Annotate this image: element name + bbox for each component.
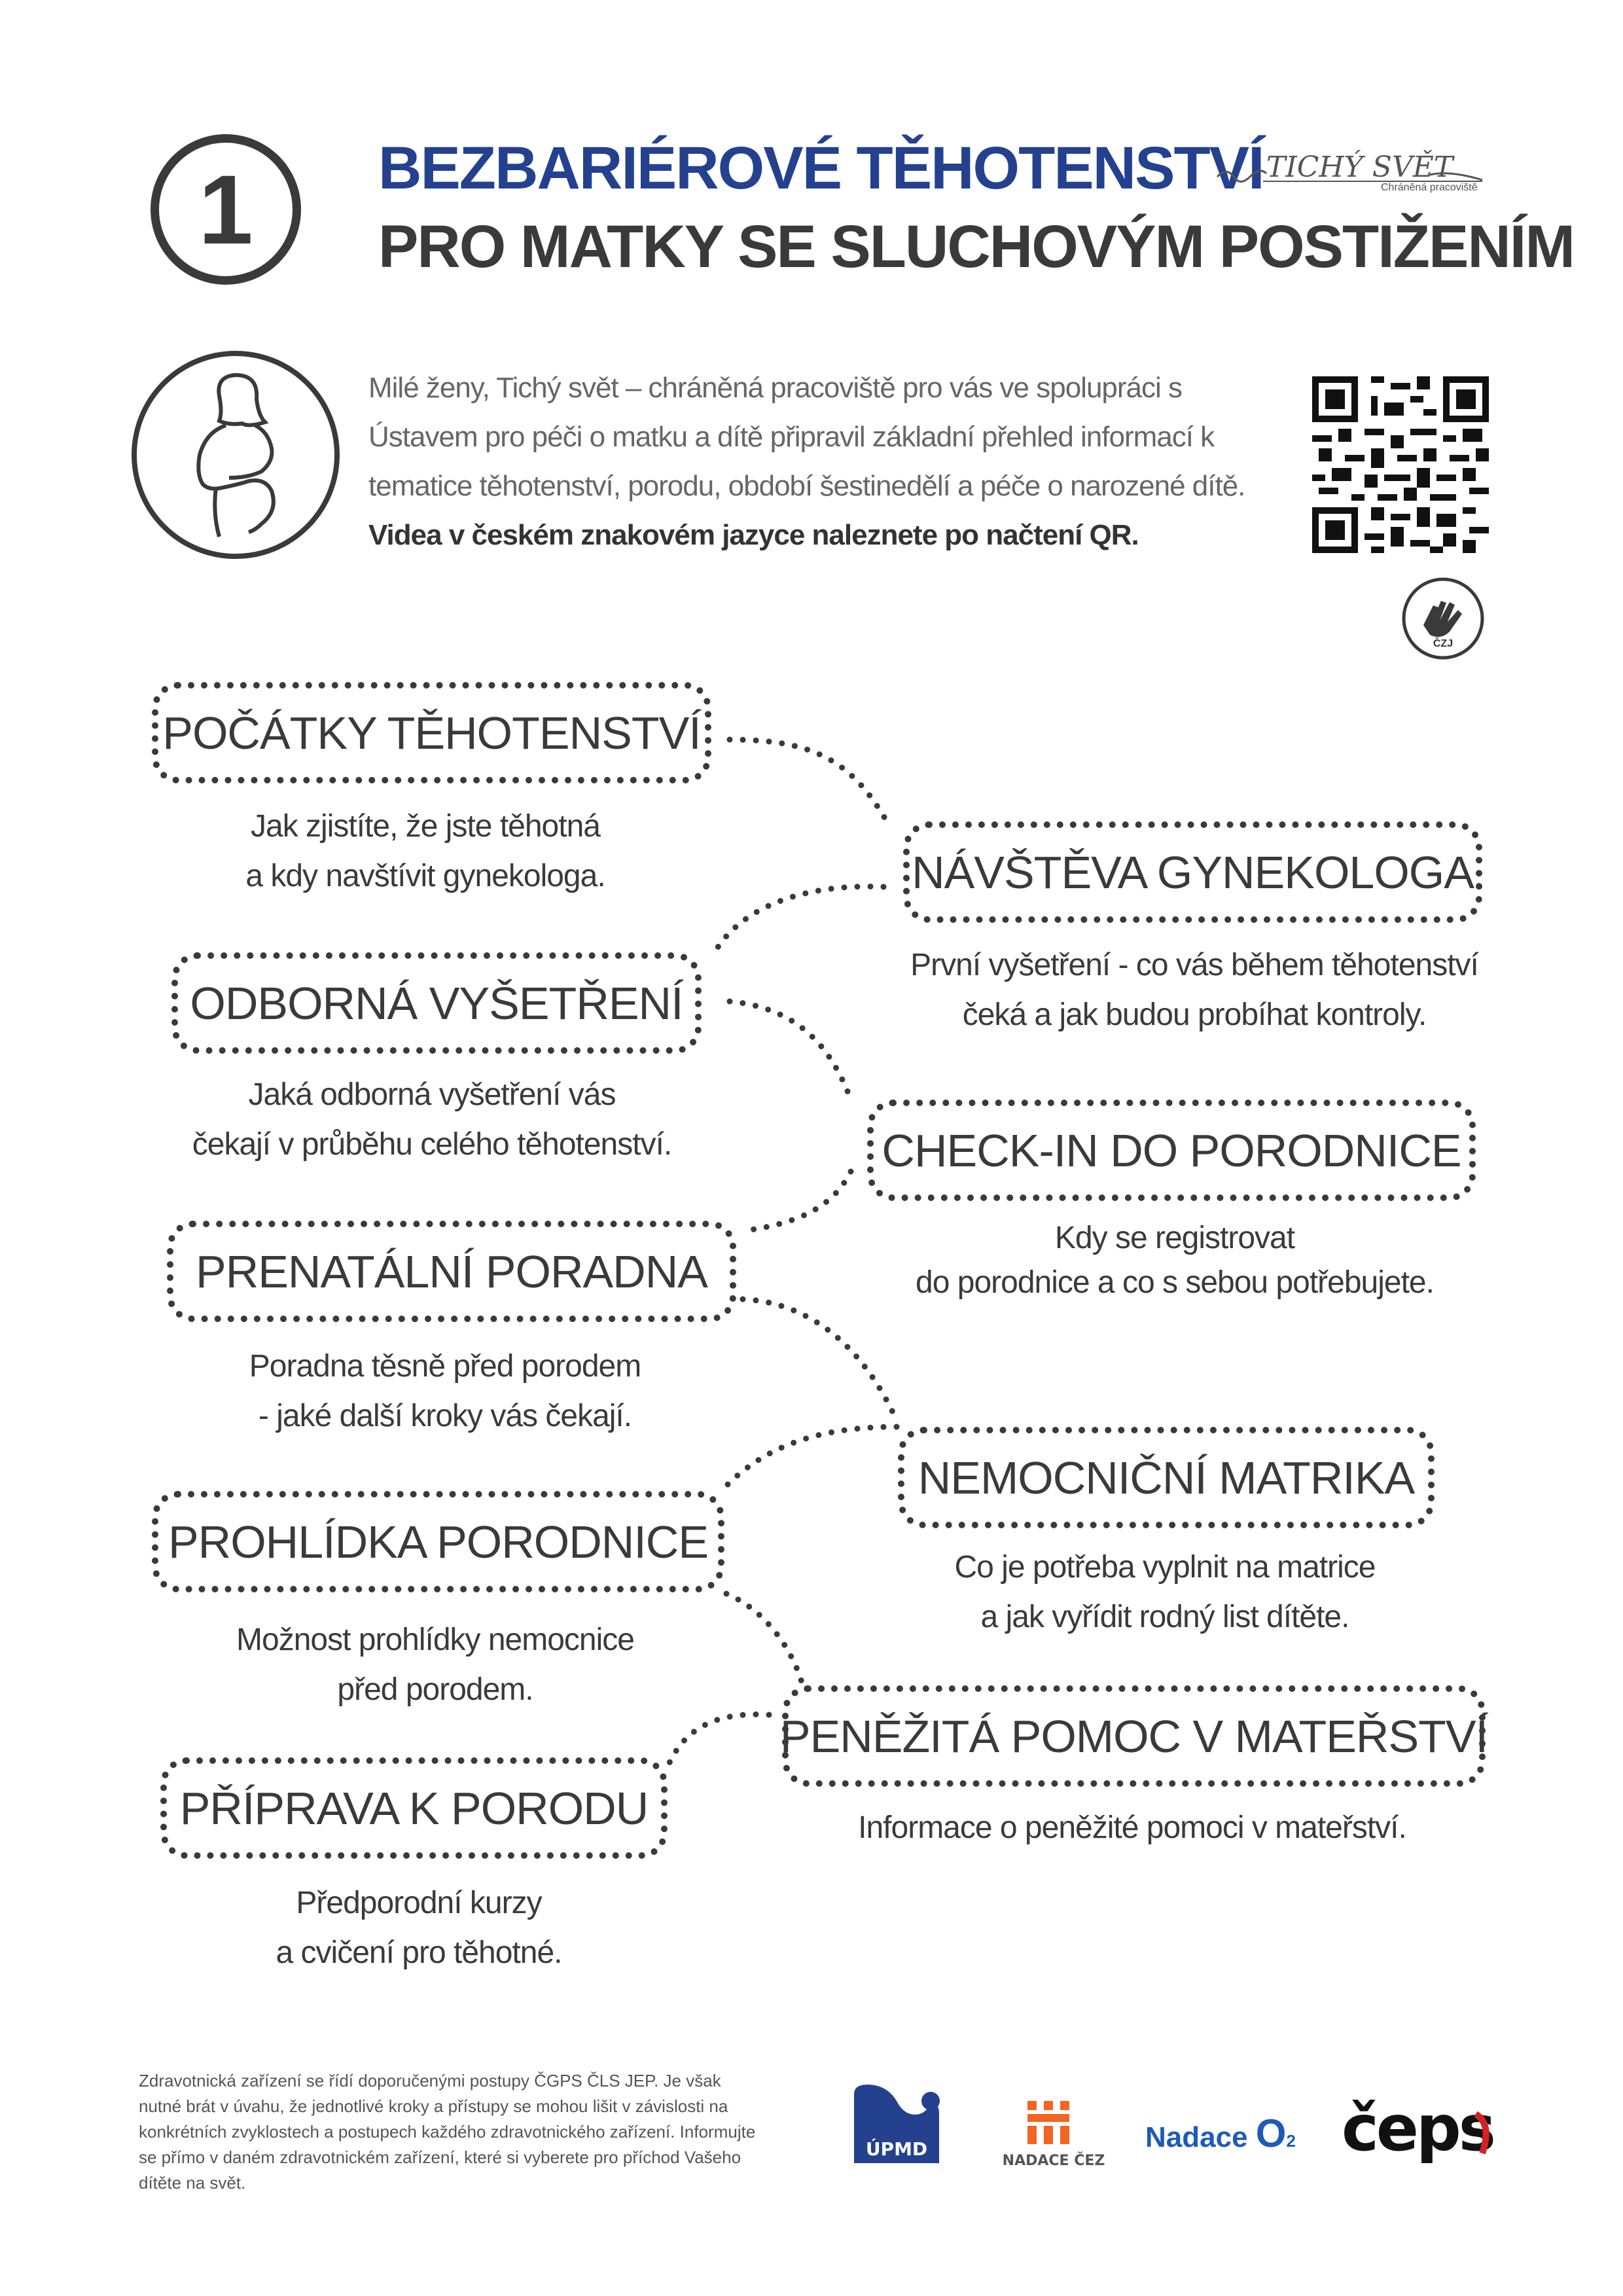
logo-name: TICHÝ SVĚT	[1266, 151, 1454, 184]
topic-desc-prohlidka-porodnice	[124, 1615, 746, 1715]
nadace-o2-logo	[1145, 2111, 1296, 2156]
topic-box-priprava-k-porodu	[160, 1757, 668, 1859]
topic-desc-line: Jaká odborná vyšetření vás	[248, 1077, 616, 1112]
step-number: 1	[198, 154, 253, 264]
topic-box-penezita-pomoc-v-materstvi	[779, 1685, 1488, 1787]
topic-title: PŘÍPRAVA K PORODU	[179, 1782, 649, 1834]
topic-box-pocatky-tehotenstvi	[152, 682, 711, 783]
topic-desc-line: Kdy se registrovat	[1054, 1221, 1295, 1255]
title-line-2: PRO MATKY SE SLUCHOVÝM POSTIŽENÍM	[378, 213, 1574, 280]
topic-desc-line: Informace o peněžité pomoci v mateřství.	[858, 1810, 1406, 1845]
topic-desc-line: Možnost prohlídky nemocnice	[236, 1623, 634, 1657]
topic-desc-check-in-do-porodnice	[844, 1216, 1505, 1305]
topic-title: CHECK-IN DO PORODNICE	[882, 1124, 1461, 1176]
topic-desc-line: čekají v průběhu celého těhotenství.	[192, 1127, 672, 1162]
topic-box-odborna-vysetreni	[171, 952, 702, 1054]
topic-title: ODBORNÁ VYŠETŘENÍ	[190, 977, 683, 1029]
o2-prefix: Nadace	[1145, 2121, 1256, 2153]
topic-desc-line: před porodem.	[337, 1672, 533, 1707]
topic-desc-penezita-pomoc-v-materstvi	[785, 1803, 1479, 1853]
o2-subscript: 2	[1286, 2131, 1296, 2151]
logo-subtitle: Chráněná pracoviště	[1381, 182, 1478, 193]
topic-title: PRENATÁLNÍ PORADNA	[196, 1246, 707, 1297]
topic-desc-odborna-vysetreni	[131, 1070, 733, 1170]
upmd-logo	[847, 2081, 946, 2173]
topic-title: PROHLÍDKA PORODNICE	[168, 1516, 709, 1568]
topic-desc-nemocnicni-matrika	[851, 1543, 1479, 1642]
topic-title: NÁVŠTĚVA GYNEKOLOGA	[912, 846, 1474, 898]
topic-desc-line: Předporodní kurzy	[296, 1886, 542, 1920]
topic-desc-line: a kdy navštívit gynekologa.	[245, 859, 605, 893]
topic-box-navsteva-gynekologa	[903, 821, 1482, 923]
topic-title: PENĚŽITÁ POMOC V MATEŘSTVÍ	[779, 1710, 1488, 1762]
czj-label: ČZJ	[1433, 638, 1454, 649]
topic-desc-prenatalni-poradna	[144, 1342, 746, 1441]
topic-desc-pocatky-tehotenstvi	[124, 802, 726, 901]
topic-title: NEMOCNIČNÍ MATRIKA	[918, 1452, 1415, 1503]
title-line-1: BEZBARIÉROVÉ TĚHOTENSTVÍ	[378, 135, 1264, 202]
topic-desc-line: a cvičení pro těhotné.	[276, 1935, 562, 1970]
footnote: Zdravotnická zařízení se řídí doporučenými postupy ČGPS ČLS JEP. Je však nutné brát v úvahu, že jednotlivé kroky a přístupy se mohou lišit v závislosti na konkrétních zvyklostech a postupech každého zdravotnického zařízení. Informujte se přímo v daném zdravotnickém zařízení, které si vyberete pro příchod Vašeho dítěte na svět.	[139, 2071, 756, 2193]
intro-bold: Videa v českém znakovém jazyce naleznete po načtení QR.	[368, 519, 1139, 551]
ceps-logo	[1335, 2085, 1499, 2170]
topic-box-prenatalni-poradna	[167, 1221, 736, 1322]
topic-desc-line: Co je potřeba vyplnit na matrice	[954, 1550, 1376, 1585]
topic-desc-line: Jak zjistíte, že jste těhotná	[251, 809, 600, 844]
ceps-label: čeps	[1342, 2092, 1493, 2165]
o2-letter: O	[1255, 2111, 1287, 2155]
nadace-cez-logo	[991, 2094, 1116, 2173]
topic-desc-line: čeká a jak budou probíhat kontroly.	[962, 997, 1427, 1032]
topic-box-check-in-do-porodnice	[867, 1100, 1476, 1201]
topic-desc-line: - jaké další kroky vás čekají.	[258, 1399, 632, 1433]
topic-desc-priprava-k-porodu	[124, 1878, 713, 1978]
intro-plain: Milé ženy, Tichý svět – chráněná pracoviště pro vás ve spolupráci s Ústavem pro péči o matku a dítě připravil základní přehled informací k tematice těhotenství, porodu, období šestinedělí a péče o narozené dítě.	[368, 372, 1245, 502]
topic-title: POČÁTKY TĚHOTENSTVÍ	[162, 707, 701, 759]
topic-desc-line: Poradna těsně před porodem	[249, 1349, 641, 1384]
topic-box-nemocnicni-matrika	[898, 1427, 1435, 1528]
topic-desc-line: První vyšetření - co vás během těhotenství	[910, 948, 1478, 982]
upmd-label: ÚPMD	[865, 2138, 928, 2160]
topic-box-prohlidka-porodnice	[152, 1491, 724, 1592]
topic-desc-navsteva-gynekologa	[857, 941, 1531, 1040]
topic-desc-line: do porodnice a co s sebou potřebujete.	[916, 1265, 1434, 1300]
cez-label: NADACE ČEZ	[1002, 2153, 1105, 2169]
topic-desc-line: a jak vyřídit rodný list dítěte.	[980, 1600, 1349, 1634]
